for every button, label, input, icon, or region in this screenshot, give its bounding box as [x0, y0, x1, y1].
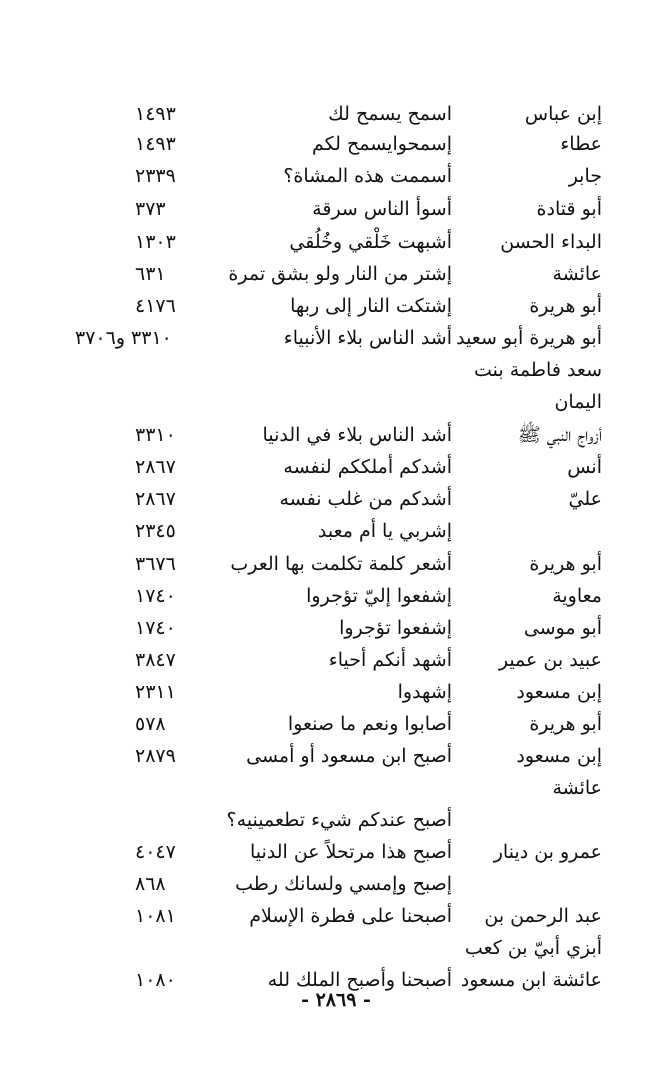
index-row [0, 258, 672, 290]
reference-number: ٣٧٣ [135, 198, 166, 220]
reference-number: ٢٣٤٥ [135, 520, 176, 542]
hadith-text: أشدكم من غلب نفسه [279, 488, 452, 510]
hadith-text: أشهد أنكم أحياء [328, 649, 452, 671]
reference-number: ٢٣١١ [135, 681, 176, 703]
reference-number: ٤٠٤٧ [135, 841, 176, 863]
index-row [0, 868, 672, 900]
index-row [0, 160, 672, 192]
hadith-text: أصبحنا وأصبح الملك لله [267, 969, 452, 991]
narrator-name: معاوية [552, 585, 602, 607]
index-row [0, 419, 672, 451]
reference-number: ٦٣١ [135, 263, 166, 285]
reference-number: ٤١٧٦ [135, 295, 176, 317]
narrator-name: أنس [567, 456, 602, 478]
narrator-name: إبن مسعود [516, 745, 602, 767]
hadith-text: أصبح هذا مرتحلاً عن الدنيا [249, 841, 452, 863]
reference-number: ٢٨٦٧ [135, 488, 176, 510]
index-row [0, 290, 672, 322]
index-row [0, 836, 672, 868]
index-row [0, 128, 672, 160]
narrator-name: عمرو بن دينار [493, 841, 602, 863]
narrator-name: أبزي أبيّ بن كعب [464, 937, 602, 959]
hadith-text: أسممت هذه المشاة؟ [283, 165, 452, 187]
hadith-text: أشد الناس بلاء الأنبياء [283, 327, 452, 349]
reference-number: ١٠٨١ [135, 905, 176, 927]
index-row [0, 193, 672, 225]
narrator-name: جابر [568, 165, 602, 187]
reference-number: ٨٦٨ [135, 873, 166, 895]
index-row [0, 548, 672, 580]
hadith-text: أسوأ الناس سرقة [312, 198, 452, 220]
narrator-name: أبو هريرة [529, 713, 602, 735]
narrator-name: أبو قتادة [536, 198, 602, 220]
hadith-text: اسمح يسمح لك [328, 103, 452, 125]
narrator-name: عبد الرحمن بن [484, 905, 602, 927]
index-row [0, 580, 672, 612]
reference-number: ١٤٩٣ [135, 103, 176, 125]
index-row [0, 740, 672, 772]
page-number: - ٢٨٦٩ - [301, 989, 371, 1011]
narrator-name: أبو هريرة [529, 295, 602, 317]
hadith-text: أصابوا ونعم ما صنعوا [287, 713, 452, 735]
hadith-text: أصبحنا على فطرة الإسلام [249, 905, 452, 927]
reference-number: ١٣٠٣ [135, 231, 176, 253]
reference-number: ١٧٤٠ [135, 585, 176, 607]
reference-number: ٢٨٧٩ [135, 745, 176, 767]
index-row [0, 932, 672, 964]
hadith-text: أشبهت خَلْقي وخُلُقي [289, 231, 452, 253]
index-row [0, 386, 672, 418]
narrator-name: عائشة [552, 263, 602, 285]
narrator-name: سعد فاطمة بنت [474, 359, 602, 381]
narrator-name: عائشة [552, 777, 602, 799]
reference-number: ١٠٨٠ [135, 969, 176, 991]
hadith-text: إسمحوايسمح لكم [312, 133, 452, 155]
hadith-text: إشفعوا تؤجروا [339, 617, 452, 639]
hadith-text: أصبح ابن مسعود أو أمسى [246, 745, 452, 767]
narrator-name: أزواج النبي ﷺ [517, 424, 602, 446]
hadith-text: إشربي يا أم معبد [317, 520, 452, 542]
narrator-name: إبن مسعود [516, 681, 602, 703]
index-row [0, 483, 672, 515]
hadith-text: أشد الناس بلاء في الدنيا [262, 424, 452, 446]
index-row [0, 322, 672, 354]
reference-number: ٢٣٣٩ [135, 165, 176, 187]
index-row [0, 612, 672, 644]
index-row [0, 515, 672, 547]
index-row [0, 354, 672, 386]
reference-number: ٣٣١٠ و٣٧٠٦ [75, 327, 172, 349]
hadith-text: أشعر كلمة تكلمت بها العرب [230, 553, 452, 575]
narrator-name: أبو موسى [523, 617, 602, 639]
narrator-name: عبيد بن عمير [498, 649, 602, 671]
hadith-text: إصبح وإمسي ولسانك رطب [235, 873, 452, 895]
hadith-text: إشهدوا [397, 681, 452, 703]
narrator-name: عليّ [568, 488, 602, 510]
narrator-name: عائشة ابن مسعود [460, 969, 602, 991]
narrator-name: أبو هريرة [529, 553, 602, 575]
narrator-name: إبن عباس [524, 103, 602, 125]
index-row [0, 98, 672, 130]
index-row [0, 676, 672, 708]
narrator-name: عطاء [560, 133, 602, 155]
hadith-text: أشدكم أملككم لنفسه [283, 456, 452, 478]
reference-number: ٢٨٦٧ [135, 456, 176, 478]
reference-number: ١٤٩٣ [135, 133, 176, 155]
index-row [0, 708, 672, 740]
reference-number: ٣٦٧٦ [135, 553, 176, 575]
reference-number: ١٧٤٠ [135, 617, 176, 639]
index-row [0, 804, 672, 836]
hadith-text: إشتكت النار إلى ربها [290, 295, 452, 317]
index-row [0, 900, 672, 932]
index-row [0, 644, 672, 676]
narrator-name: البداء الحسن [500, 231, 602, 253]
hadith-text: أصبح عندكم شيء تطعمينيه؟ [226, 809, 452, 831]
reference-number: ٣٨٤٧ [135, 649, 176, 671]
reference-number: ٥٧٨ [135, 713, 166, 735]
hadith-text: إشفعوا إليّ تؤجروا [306, 585, 452, 607]
index-row [0, 226, 672, 258]
index-row [0, 772, 672, 804]
hadith-text: إشتر من النار ولو بشق تمرة [228, 263, 452, 285]
reference-number: ٣٣١٠ [135, 424, 176, 446]
narrator-name: أبو هريرة أبو سعيد [456, 327, 602, 349]
narrator-name: اليمان [554, 391, 602, 413]
index-row [0, 451, 672, 483]
